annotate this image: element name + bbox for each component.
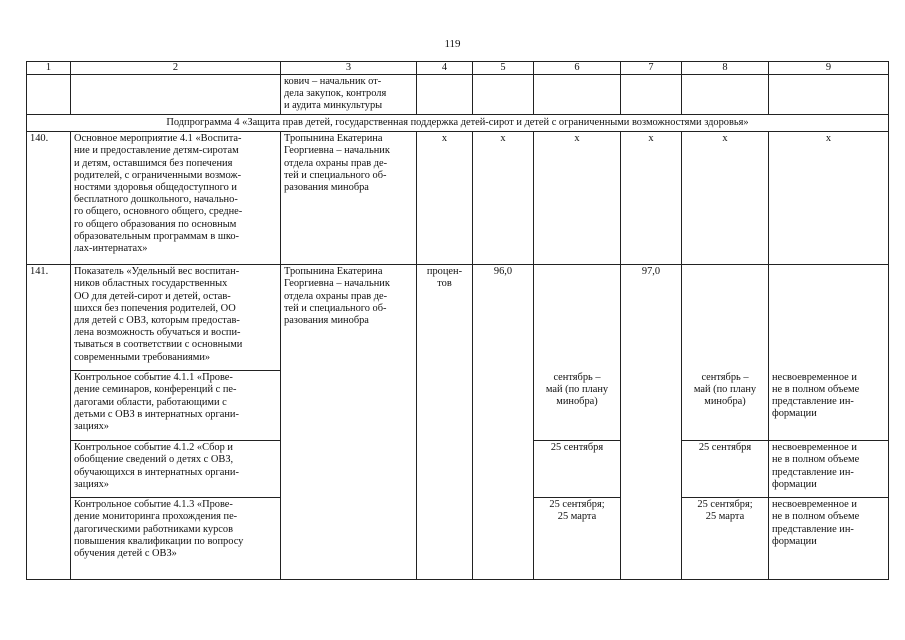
deadline-cell: сентябрь – май (по плану минобра) xyxy=(534,371,621,441)
plan-table xyxy=(26,61,889,580)
cell-c7 xyxy=(621,75,682,115)
header-col-8: 8 xyxy=(682,62,769,75)
table-row-continued xyxy=(27,75,889,115)
cell-c6 xyxy=(534,75,621,115)
event-name: Контрольное событие 4.1.3 «Прове- дение мониторинга прохождения пе- дагогическими работниками курсов повышения квалификации по вопросу обучения детей с ОВЗ» xyxy=(71,498,281,580)
event-name: Основное мероприятие 4.1 «Воспита- ние и предоставление детям-сиротам и детям, оставшимся без попечения родителей, с ограниченными возмож- ностями здоровья общедоступного и бесплатного дошкольного, начально- го общего, основного общего, средне- го общего образования по основным образовательным программам в шко- лах-интернатах» xyxy=(71,132,281,265)
cell-c9: х xyxy=(769,132,889,265)
cell-c5: 96,0 xyxy=(473,265,534,580)
table-row-140 xyxy=(27,132,889,265)
cell-c9 xyxy=(769,265,889,371)
table-row-141 xyxy=(27,265,889,371)
cell-c6 xyxy=(534,265,621,371)
header-row xyxy=(27,62,889,75)
unit-cell: процен- тов xyxy=(417,265,473,580)
row-number: 140. xyxy=(27,132,71,265)
subprogram-title: Подпрограмма 4 «Защита прав детей, государственная поддержка детей-сирот и детей с ограниченными возможностями здоровья» xyxy=(27,115,889,132)
header-col-9: 9 xyxy=(769,62,889,75)
deadline-cell: 25 сентября xyxy=(534,441,621,498)
header-col-1: 1 xyxy=(27,62,71,75)
header-col-6: 6 xyxy=(534,62,621,75)
page-number: 119 xyxy=(444,38,461,50)
event-name: Контрольное событие 4.1.2 «Сбор и обобщение сведений о детях с ОВЗ, обучающихся в интернатных органи- зациях» xyxy=(71,441,281,498)
cell-c5: х xyxy=(473,132,534,265)
header-col-2: 2 xyxy=(71,62,281,75)
cell-c7: 97,0 xyxy=(621,265,682,580)
indicator-name: Показатель «Удельный вес воспитан- ников областных государственных ОО для детей-сирот и детей, остав- шихся без попечения родителей, ОО для детей с ОВЗ, которым предостав- лена возможность обучаться и воспи- тываться в соответствии с основными современными требованиями» xyxy=(71,265,281,371)
cell-c6: х xyxy=(534,132,621,265)
risk-cell: несвоевременное и не в полном объеме представление ин- формации xyxy=(769,498,889,580)
cell-c5 xyxy=(473,75,534,115)
header-col-4: 4 xyxy=(417,62,473,75)
cell-num xyxy=(27,75,71,115)
cell-name xyxy=(71,75,281,115)
cell-c8 xyxy=(682,75,769,115)
cell-c8: х xyxy=(682,132,769,265)
cell-c8 xyxy=(682,265,769,371)
cell-c4: х xyxy=(417,132,473,265)
header-col-3: 3 xyxy=(281,62,417,75)
responsible-person: Тропынина Екатерина Георгиевна – начальник отдела охраны прав де- тей и специального об- разования минобра xyxy=(281,265,417,580)
row-number: 141. xyxy=(27,265,71,580)
deadline-cell: 25 сентября; 25 марта xyxy=(682,498,769,580)
risk-cell: несвоевременное и не в полном объеме представление ин- формации xyxy=(769,441,889,498)
cell-c9 xyxy=(769,75,889,115)
header-col-5: 5 xyxy=(473,62,534,75)
event-name: Контрольное событие 4.1.1 «Прове- дение семинаров, конференций с пе- дагогами области, работающими с детьми с ОВЗ в интернатных органи- зациях» xyxy=(71,371,281,441)
cell-c4 xyxy=(417,75,473,115)
subprogram-row xyxy=(27,115,889,132)
cell-c7: х xyxy=(621,132,682,265)
header-col-7: 7 xyxy=(621,62,682,75)
risk-cell: несвоевременное и не в полном объеме представление ин- формации xyxy=(769,371,889,441)
cell-responsible: кович – начальник от- дела закупок, контроля и аудита минкультуры xyxy=(281,75,417,115)
deadline-cell: 25 сентября; 25 марта xyxy=(534,498,621,580)
deadline-cell: 25 сентября xyxy=(682,441,769,498)
responsible-person: Тропынина Екатерина Георгиевна – начальник отдела охраны прав де- тей и специального об- разования минобра xyxy=(281,132,417,265)
deadline-cell: сентябрь – май (по плану минобра) xyxy=(682,371,769,441)
